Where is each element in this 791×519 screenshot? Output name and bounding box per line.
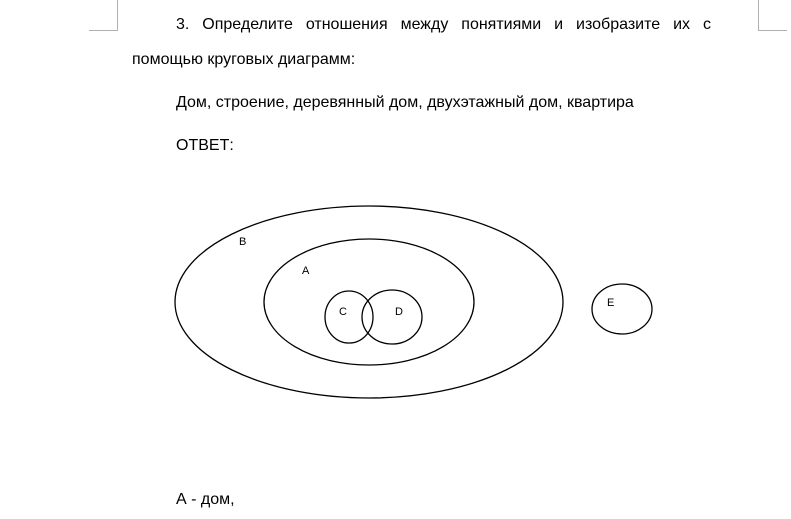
label-a: A [302, 265, 310, 277]
circle-c [325, 291, 373, 343]
circle-d [362, 290, 422, 344]
concepts-list: Дом, строение, деревянный дом, двухэтажный дом, квартира [176, 94, 634, 111]
label-c: C [339, 306, 347, 318]
circle-e [592, 284, 652, 334]
task-text-line2: помощью круговых диаграмм: [132, 51, 356, 68]
task-text-line1: 3. Определите отношения между понятиями и изобразите их с [176, 16, 711, 33]
label-b: B [239, 236, 247, 248]
answer-label: ОТВЕТ: [176, 137, 234, 154]
legend-item-a: А - дом, [176, 491, 235, 508]
label-d: D [395, 306, 403, 318]
label-e: E [607, 297, 615, 309]
